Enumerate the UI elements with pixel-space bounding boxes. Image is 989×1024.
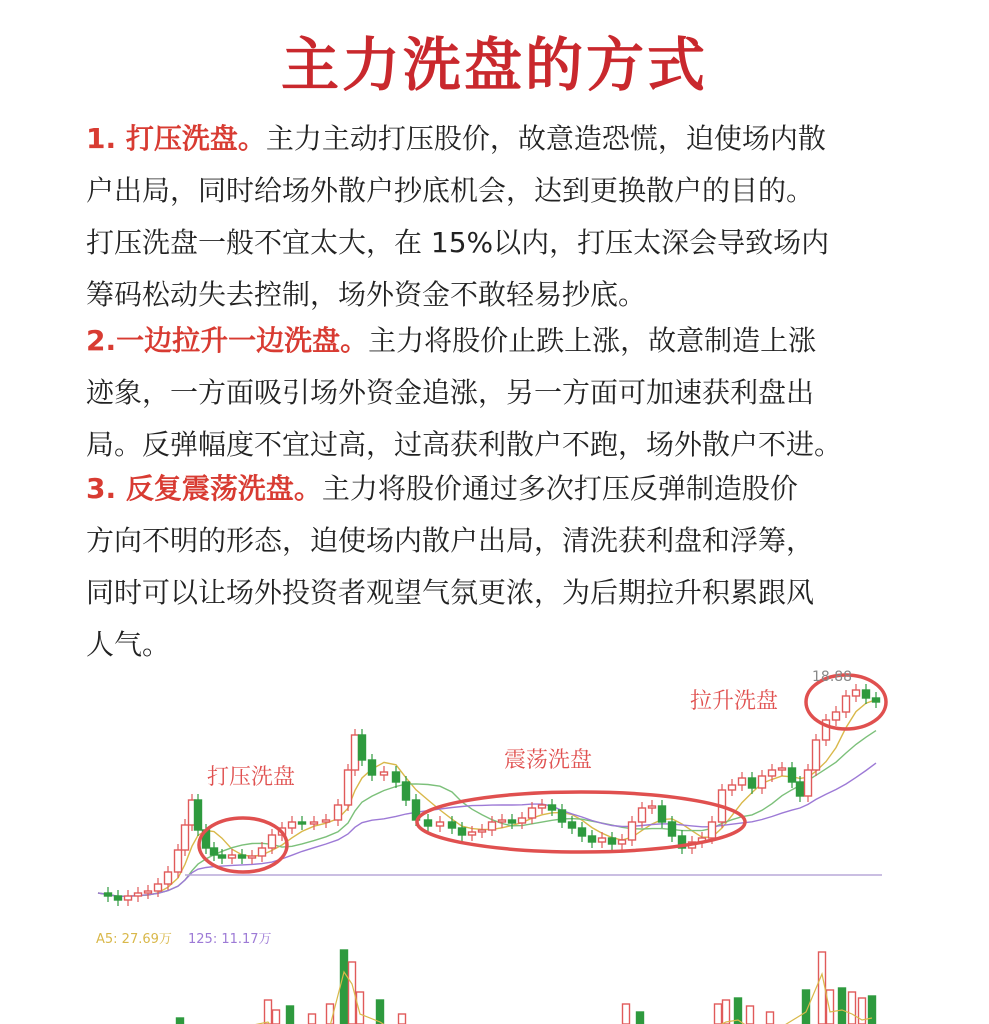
volume-bar bbox=[273, 1010, 280, 1024]
candle bbox=[739, 772, 746, 791]
candle bbox=[165, 866, 172, 890]
candle bbox=[449, 816, 456, 834]
heading-pull: 2.一边拉升一边洗盘。 bbox=[86, 324, 369, 357]
volume-bar bbox=[327, 1004, 334, 1024]
candle bbox=[529, 802, 536, 824]
volume-bar bbox=[309, 1014, 316, 1024]
candle bbox=[649, 800, 656, 814]
volume-legend-a125: 125: 11.17万 bbox=[188, 932, 272, 947]
volume-bar bbox=[623, 1004, 630, 1024]
candle bbox=[779, 762, 786, 776]
candle bbox=[437, 816, 444, 832]
volume-bar bbox=[869, 996, 876, 1024]
candle bbox=[352, 729, 359, 776]
candle bbox=[425, 814, 432, 832]
paragraph-press bbox=[86, 113, 906, 321]
candle bbox=[823, 714, 830, 746]
highlight-circle bbox=[417, 792, 745, 852]
candle bbox=[609, 832, 616, 850]
heading-oscillate: 3. 反复震荡洗盘。 bbox=[86, 472, 322, 505]
candle bbox=[259, 842, 266, 862]
text-line: 户出局，同时给场外散户抄底机会，达到更换散户的目的。 bbox=[86, 174, 815, 207]
candle bbox=[115, 890, 122, 906]
candle bbox=[679, 830, 686, 854]
text-line: 迹象，一方面吸引场外资金追涨，另一方面可加速获利盘出 bbox=[86, 376, 815, 409]
candle bbox=[639, 802, 646, 828]
label-pull-wash: 拉升洗盘 bbox=[690, 689, 779, 714]
volume-bar bbox=[265, 1000, 272, 1024]
text-line: 同时可以让场外投资者观望气氛更浓，为后期拉升积累跟风 bbox=[86, 576, 815, 609]
candlestick-chart-illustration bbox=[0, 655, 989, 1024]
candle bbox=[589, 830, 596, 848]
candle bbox=[145, 885, 152, 899]
heading-press: 1. 打压洗盘。 bbox=[86, 122, 266, 155]
candle bbox=[519, 812, 526, 829]
candle bbox=[211, 842, 218, 861]
candle bbox=[323, 814, 330, 828]
volume-bar bbox=[399, 1014, 406, 1024]
candle bbox=[299, 816, 306, 830]
volume-bar bbox=[177, 1018, 184, 1024]
text-line: 人气。 bbox=[86, 628, 171, 661]
text-line: 方向不明的形态，迫使场内散户出局，清洗获利盘和浮筹， bbox=[86, 524, 815, 557]
volume-bar bbox=[287, 1006, 294, 1024]
candle bbox=[195, 794, 202, 836]
volume-bar bbox=[747, 1006, 754, 1024]
candle bbox=[559, 804, 566, 828]
candle bbox=[219, 849, 226, 864]
candle bbox=[863, 684, 870, 704]
volume-bar bbox=[849, 992, 856, 1024]
candle bbox=[345, 764, 352, 811]
text-line: 主力主动打压股价，故意造恐慌，迫使场内散 bbox=[265, 122, 826, 155]
candle bbox=[269, 829, 276, 854]
paragraph-pull bbox=[86, 315, 906, 471]
candle bbox=[182, 819, 189, 856]
candle bbox=[789, 762, 796, 788]
candle bbox=[509, 814, 516, 829]
volume-bar bbox=[839, 988, 846, 1024]
volume-bar bbox=[715, 1004, 722, 1024]
volume-bar bbox=[767, 1012, 774, 1024]
candle bbox=[619, 834, 626, 850]
candle bbox=[833, 706, 840, 726]
candle bbox=[359, 729, 366, 766]
ma-line bbox=[98, 731, 876, 897]
candle bbox=[853, 684, 860, 702]
candle bbox=[729, 779, 736, 796]
page-title: 主力洗盘的方式 bbox=[280, 31, 708, 99]
highlight-circles bbox=[199, 675, 886, 872]
candle bbox=[289, 816, 296, 834]
candle bbox=[249, 850, 256, 864]
candle bbox=[873, 692, 880, 708]
volume-bar bbox=[723, 1000, 730, 1024]
volume-bars bbox=[177, 950, 876, 1024]
paragraph-oscillate bbox=[86, 463, 906, 671]
candle bbox=[579, 822, 586, 842]
candle bbox=[843, 690, 850, 718]
candle bbox=[813, 734, 820, 776]
candle bbox=[381, 766, 388, 781]
volume-bar bbox=[357, 992, 364, 1024]
volume-bar bbox=[637, 1012, 644, 1024]
text-line: 主力将股价通过多次打压反弹制造股价 bbox=[321, 472, 798, 505]
price-high-label: 18.88 bbox=[812, 669, 853, 685]
candle bbox=[125, 890, 132, 906]
candle bbox=[499, 814, 506, 828]
candle bbox=[759, 770, 766, 794]
volume-bar bbox=[341, 950, 348, 1024]
text-line: 主力将股价止跌上涨，故意制造上涨 bbox=[368, 324, 817, 357]
candle bbox=[105, 887, 112, 902]
text-line: 筹码松动失去控制，场外资金不敢轻易抄底。 bbox=[86, 278, 647, 311]
candle bbox=[239, 849, 246, 864]
candle bbox=[805, 764, 812, 802]
volume-bar bbox=[827, 990, 834, 1024]
candle bbox=[369, 754, 376, 781]
volume-legend-a5: A5: 27.69万 bbox=[96, 932, 172, 947]
label-oscillate-wash: 震荡洗盘 bbox=[504, 748, 593, 773]
candle bbox=[335, 799, 342, 826]
candle bbox=[629, 816, 636, 846]
label-press-wash: 打压洗盘 bbox=[207, 765, 296, 790]
candle bbox=[479, 824, 486, 838]
text-line: 局。反弹幅度不宜过高，过高获利散户不跑，场外散户不进。 bbox=[86, 428, 843, 461]
candle bbox=[539, 799, 546, 814]
text-line: 打压洗盘一般不宜太大，在 15%以内，打压太深会导致场内 bbox=[86, 226, 830, 259]
candle bbox=[393, 766, 400, 788]
candle bbox=[797, 776, 804, 802]
candle bbox=[135, 887, 142, 902]
